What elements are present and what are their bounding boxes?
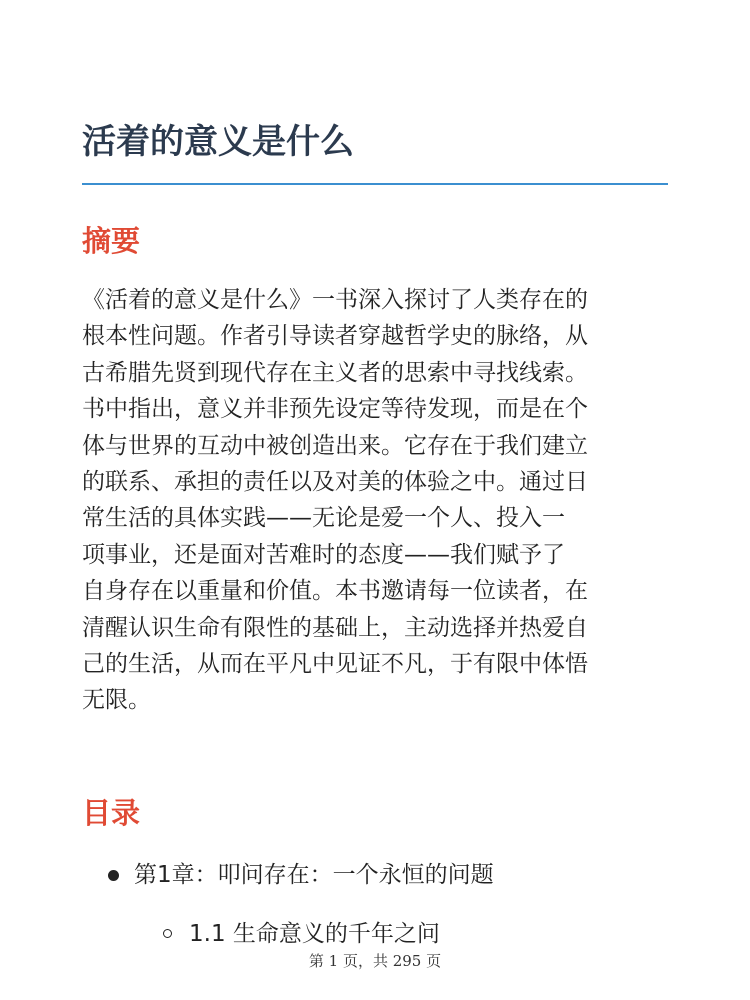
toc-heading: 目录 (82, 796, 141, 830)
abstract-heading: 摘要 (82, 224, 141, 258)
abstract-paragraph (82, 282, 672, 719)
abstract-line: 书中指出，意义并非预先设定等待发现，而是在个 (82, 396, 588, 423)
circle-bullet-icon (163, 929, 172, 938)
abstract-line: 根本性问题。作者引导读者穿越哲学史的脉络，从 (82, 323, 588, 350)
toc-item-label[interactable]: 1.1 生命意义的千年之问 (189, 921, 440, 947)
abstract-line: 常生活的具体实践——无论是爱一个人、投入一 (82, 505, 565, 532)
document-title: 活着的意义是什么 (82, 122, 354, 162)
abstract-line: 项事业，还是面对苦难时的态度——我们赋予了 (82, 541, 565, 568)
abstract-line: 自身存在以重量和价值。本书邀请每一位读者，在 (82, 578, 588, 605)
abstract-line: 无限。 (82, 687, 151, 714)
disc-bullet-icon (108, 870, 119, 881)
abstract-line: 清醒认识生命有限性的基础上，主动选择并热爱自 (82, 614, 588, 641)
abstract-line: 己的生活，从而在平凡中见证不凡，于有限中体悟 (82, 651, 588, 678)
abstract-line: 古希腊先贤到现代存在主义者的思索中寻找线索。 (82, 359, 588, 386)
abstract-line: 体与世界的互动中被创造出来。它存在于我们建立 (82, 432, 588, 459)
abstract-line: 的联系、承担的责任以及对美的体验之中。通过日 (82, 469, 588, 496)
abstract-line: 《活着的意义是什么》一书深入探讨了人类存在的 (82, 287, 588, 313)
toc-item-label[interactable]: 第1章：叩问存在：一个永恒的问题 (134, 862, 494, 888)
title-divider (82, 183, 668, 185)
page-number-footer: 第 1 页，共 295 页 (308, 952, 442, 970)
